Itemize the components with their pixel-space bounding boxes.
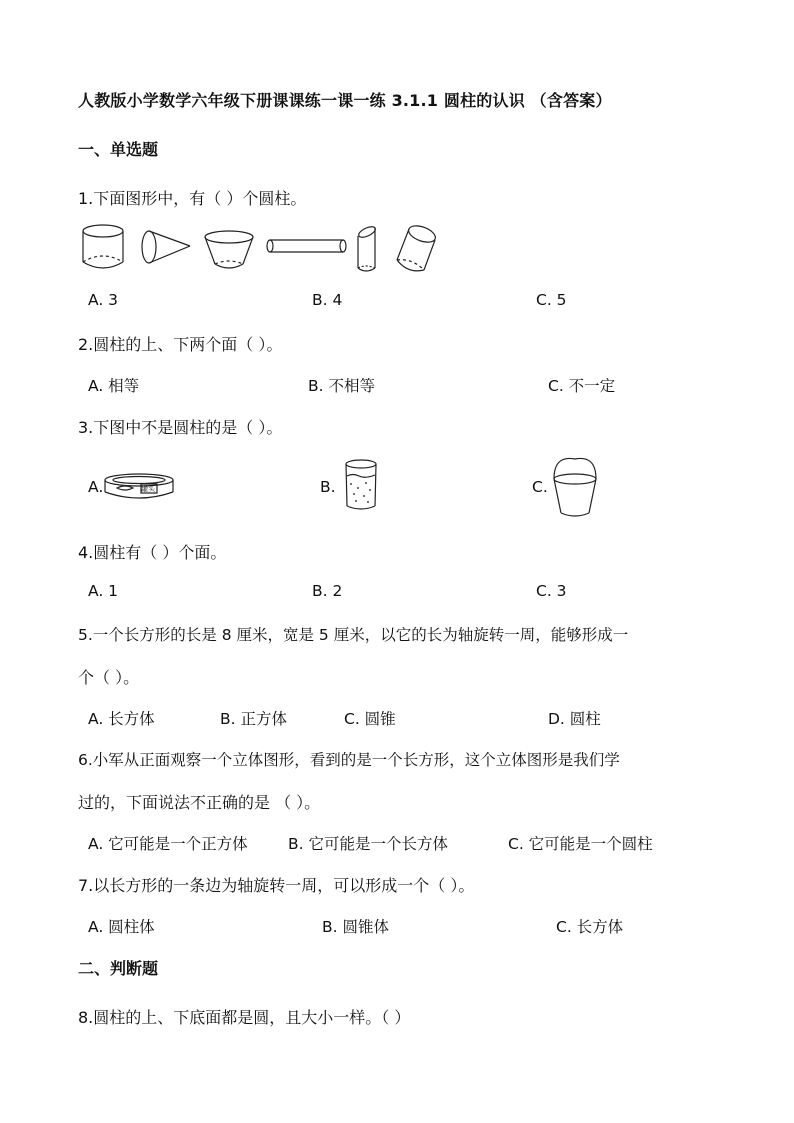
question-5-stem-line-2: 个（ ）。 xyxy=(78,668,140,687)
question-7-stem: 7.以长方形的一条边为轴旋转一周，可以形成一个（ ）。 xyxy=(78,876,475,895)
question-5-option-a: A. 长方体 xyxy=(88,710,155,728)
question-1-option-a: A. 3 xyxy=(88,291,119,309)
question-5-stem-line-1: 5.一个长方形的长是 8 厘米，宽是 5 厘米，以它的长为轴旋转一周，能够形成一 xyxy=(78,626,629,644)
figure-cone xyxy=(140,228,192,272)
question-4-option-a: A. 1 xyxy=(88,582,119,600)
question-7-option-b: B. 圆锥体 xyxy=(322,918,389,936)
question-8-stem: 8.圆柱的上、下底面都是圆，且大小一样。（ ） xyxy=(78,1008,411,1027)
section-heading-true-false: 二、判断题 xyxy=(78,959,159,978)
question-6-option-a: A. 它可能是一个正方体 xyxy=(88,835,248,853)
question-3-option-b: B. xyxy=(320,478,336,496)
question-5-option-b: B. 正方体 xyxy=(220,710,287,728)
question-3-option-a: A. xyxy=(88,478,104,496)
question-1-option-b: B. 4 xyxy=(312,291,343,309)
question-1-stem: 1.下面图形中，有（ ）个圆柱。 xyxy=(78,189,307,208)
question-7-option-a: A. 圆柱体 xyxy=(88,918,155,936)
figure-tilted-cylinder xyxy=(394,222,440,274)
question-6-stem-line-1: 6.小军从正面观察一个立体图形，看到的是一个长方形，这个立体图形是我们学 xyxy=(78,751,620,769)
can-label-text: 罐头 xyxy=(141,485,155,493)
figure-bucket xyxy=(551,457,599,521)
figure-water-cup xyxy=(343,458,379,514)
page-title: 人教版小学数学六年级下册课课练一课一练 3.1.1 圆柱的认识 （含答案） xyxy=(78,91,612,110)
question-7-option-c: C. 长方体 xyxy=(556,918,624,936)
figure-frustum xyxy=(203,230,257,272)
question-2-stem: 2.圆柱的上、下两个面（ ）。 xyxy=(78,335,283,354)
question-1-option-c: C. 5 xyxy=(536,291,567,309)
question-2-option-b: B. 不相等 xyxy=(308,377,375,395)
question-4-stem: 4.圆柱有（ ）个面。 xyxy=(78,543,227,562)
question-3-stem: 3.下图中不是圆柱的是（ ）。 xyxy=(78,418,283,437)
question-3-option-c: C. xyxy=(532,478,548,496)
question-6-option-b: B. 它可能是一个长方体 xyxy=(288,835,448,853)
question-5-option-c: C. 圆锥 xyxy=(344,710,396,728)
section-heading-single-choice: 一、单选题 xyxy=(78,140,159,159)
figure-slanted-cylinder xyxy=(355,224,383,276)
question-4-option-c: C. 3 xyxy=(536,582,567,600)
question-5-option-d: D. 圆柱 xyxy=(548,710,601,728)
question-6-option-c: C. 它可能是一个圆柱 xyxy=(508,835,653,853)
figure-cylinder xyxy=(82,222,132,272)
question-6-stem-line-2: 过的，下面说法不正确的是 （ ）。 xyxy=(78,793,321,812)
figure-long-rod xyxy=(266,236,348,260)
figure-can-tape xyxy=(103,472,175,504)
question-4-option-b: B. 2 xyxy=(312,582,343,600)
question-2-option-c: C. 不一定 xyxy=(548,377,616,395)
question-2-option-a: A. 相等 xyxy=(88,377,140,395)
